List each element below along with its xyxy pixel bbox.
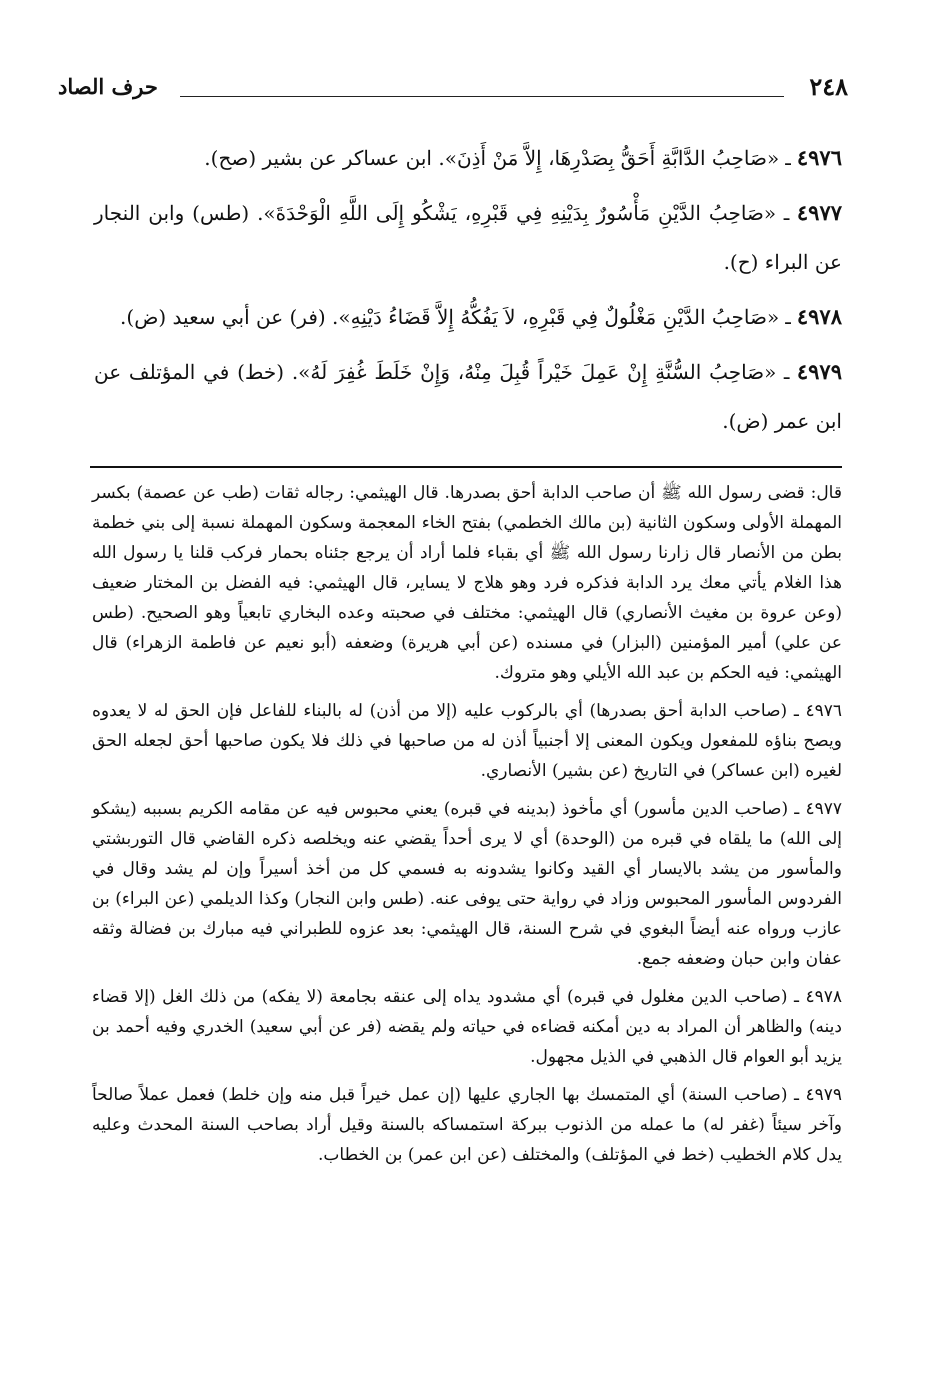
entry-text: «صَاحِبُ الدَّيْنِ مَغْلُولٌ فِي قَبْرِهِ، لاَ يَفُكُّهُ إِلاَّ قَضَاءُ دَيْنِهِ». (فر) عن أبي سعيد (ض). xyxy=(120,305,780,329)
entry-text: «صَاحِبُ السُّنَّةِ إِنْ عَمِلَ خَيْراً قُبِلَ مِنْهُ، وَإِنْ خَلَطَ غُفِرَ لَهُ». (خط) في المؤتلف عن ابن عمر (ض). xyxy=(94,360,842,433)
commentary-paragraph: ٤٩٧٦ ـ (صاحب الدابة أحق بصدرها) أي بالركوب عليه (إلا من أذن) له بالبناء للفاعل فإن الحق له لا يعدوه ويصح بناؤه للمفعول ويكون المعنى إلا أجنبياً أذن له من صاحبها في ذلك فلا يكون صاحبها أحق لجعله الحق لغيره (ابن عساكر) في التاريخ (عن بشير) الأنصاري. xyxy=(92,701,842,781)
hadith-entry: ٤٩٧٩ ـ «صَاحِبُ السُّنَّةِ إِنْ عَمِلَ خَيْراً قُبِلَ مِنْهُ، وَإِنْ خَلَطَ غُفِرَ لَهُ». (خط) في المؤتلف عن ابن عمر (ض). xyxy=(94,359,842,433)
hadith-entry: ٤٩٧٧ ـ «صَاحِبُ الدَّيْنِ مَأْسُورٌ بِدَيْنِهِ فِي قَبْرِهِ، يَشْكُو إِلَى اللَّهِ الْوَحْدَةَ». (طس) وابن النجار عن البراء (ح). xyxy=(94,200,843,274)
entry-number: ٤٩٧٨ xyxy=(796,304,842,329)
entry-number: ٤٩٧٧ xyxy=(796,200,843,225)
hadith-entry: ٤٩٧٨ ـ «صَاحِبُ الدَّيْنِ مَغْلُولٌ فِي قَبْرِهِ، لاَ يَفُكُّهُ إِلاَّ قَضَاءُ دَيْنِهِ». (فر) عن أبي سعيد (ض). xyxy=(120,304,842,329)
running-title: حرف الصاد xyxy=(58,74,158,99)
page-header xyxy=(58,72,848,112)
entry-number: ٤٩٧٦ xyxy=(796,145,842,170)
commentary-paragraph: قال: قضى رسول الله ﷺ أن صاحب الدابة أحق بصدرها. قال الهيثمي: رجاله ثقات (طب عن عصمة) بكسر المهملة الأولى وسكون الثانية (بن مالك الخطمي) بفتح الخاء المعجمة وسكون المهملة نسبة إلى بني خطمة بطن من الأنصار قال زارنا رسول الله ﷺ أي بقباء فلما أراد أن يرجع جئناه بحمار فركب قلنا يا رسول الله هذا الغلام يأتي معك يرد الدابة فذكره فرد وهو هلاج لا يساير، قال الهيثمي: فيه الفضل بن المختار ضعيف (وعن عروة بن مغيث الأنصاري) قال الهيثمي: مختلف في صحبته وعده البخاري تابعياً وهو الصحيح. (طس عن علي) أمير المؤمنين (البزار) في مسنده (عن أبي هريرة) وضعفه (أبو نعيم عن فاطمة الزهراء) قال الهيثمي: فيه الحكم بن عبد الله الأيلي وهو متروك. xyxy=(92,483,842,683)
section-divider xyxy=(90,466,842,468)
commentary-paragraph: ٤٩٧٩ ـ (صاحب السنة) أي المتمسك بها الجاري عليها (إن عمل خيراً قبل منه وإن خلط) فعمل عملاً صالحاً وآخر سيئاً (غفر له) ما عمله من الذنوب ببركة استمساكه بالسنة وقيل أراد بصاحب السنة المحدث وعليه يدل كلام الخطيب (خط في المؤتلف) والمختلف (عن ابن عمر) بن الخطاب. xyxy=(92,1085,842,1165)
commentary-paragraph: ٤٩٧٧ ـ (صاحب الدين مأسور) أي مأخوذ (بدينه في قبره) يعني محبوس فيه عن مقامه الكريم بسببه (يشكو إلى الله) ما يلقاه في قبره من (الوحدة) أي لا يرى أحداً يقضي عنه ويخلصه ذكره القاضي قال التوربشتي والمأسور من يشد بالايسار أي القيد وكانوا يشدونه به فسمي كل من أخذ أسيراً وإن لم يشد وقال في الفردوس المأسور المحبوس وزاد في رواية حتى يوفى عنه. (طس وابن النجار) وكذا الديلمي (عن البراء) بن عازب ورواه عنه أيضاً البغوي في شرح السنة، قال الهيثمي: بعد عزوه للطبراني فيه مبارك بن فضالة وثقه عفان وابن حبان وضعفه جمع. xyxy=(92,799,842,969)
entry-text: «صَاحِبُ الدَّابَّةِ أَحَقُّ بِصَدْرِهَا، إِلاَّ مَنْ أَذِنَ». ابن عساكر عن بشير (صح). xyxy=(204,146,780,170)
header-rule xyxy=(180,96,784,97)
commentary-section xyxy=(92,478,842,1178)
commentary-paragraph: ٤٩٧٨ ـ (صاحب الدين مغلول في قبره) أي مشدود يداه إلى عنقه بجامعة (لا يفكه) من ذلك الغل (إلا قضاء دينه) والظاهر أن المراد به دين أمكنه قضاءه في حياته ولم يقضه (فر عن أبي سعيد) الخدري وفيه أحمد بن يزيد أبو العوام قال الذهبي في الذيل مجهول. xyxy=(92,987,842,1067)
entry-number: ٤٩٧٩ xyxy=(796,359,842,384)
hadith-entries xyxy=(94,134,842,452)
page-number: ٢٤٨ xyxy=(809,72,848,101)
hadith-entry: ٤٩٧٦ ـ «صَاحِبُ الدَّابَّةِ أَحَقُّ بِصَدْرِهَا، إِلاَّ مَنْ أَذِنَ». ابن عساكر عن بشير (صح). xyxy=(204,145,842,170)
entry-text: «صَاحِبُ الدَّيْنِ مَأْسُورٌ بِدَيْنِهِ فِي قَبْرِهِ، يَشْكُو إِلَى اللَّهِ الْوَحْدَةَ». (طس) وابن النجار عن البراء (ح). xyxy=(94,201,842,274)
